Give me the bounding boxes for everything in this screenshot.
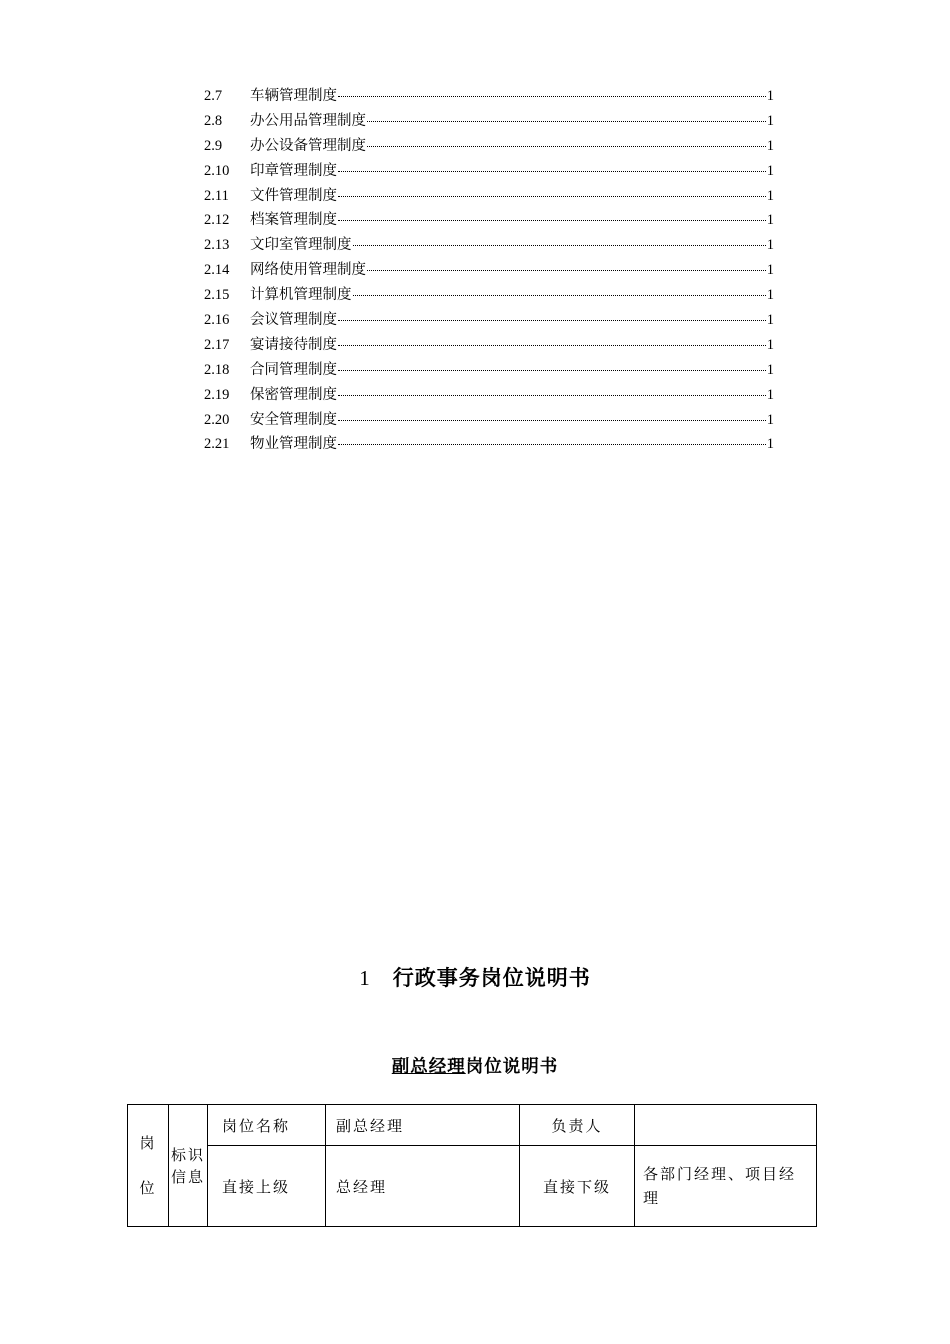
toc-entry-number: 2.21 (204, 436, 230, 453)
toc-entry-page: 1 (766, 336, 774, 353)
toc-entry-title: 宴请接待制度 (250, 336, 337, 353)
position-name-label: 岗位名称 (208, 1105, 326, 1146)
toc-entry-title: 合同管理制度 (250, 361, 337, 378)
toc-leader-dots (367, 146, 766, 147)
toc-entry[interactable] (204, 358, 774, 383)
toc-entry-number: 2.7 (204, 88, 223, 104)
toc-entry-title: 网络使用管理制度 (250, 262, 366, 279)
toc-entry-number: 2.16 (204, 312, 230, 329)
toc-entry[interactable] (204, 84, 774, 109)
toc-entry-title: 文件管理制度 (250, 187, 337, 204)
toc-entry-title: 安全管理制度 (250, 411, 337, 428)
toc-entry-number: 2.19 (204, 386, 230, 403)
toc-entry-page: 1 (766, 187, 774, 204)
chapter-number: 1 (359, 966, 371, 990)
chapter-title: 行政事务岗位说明书 (392, 965, 591, 990)
position-name-value: 副总经理 (326, 1105, 520, 1146)
toc-entry-title: 计算机管理制度 (250, 287, 352, 304)
toc-entry-title: 档案管理制度 (250, 212, 337, 229)
toc-entry-title: 文印室管理制度 (250, 237, 352, 254)
direct-superior-value: 总经理 (326, 1146, 520, 1227)
toc-leader-dots (338, 444, 766, 445)
toc-entry-page: 1 (766, 88, 774, 104)
responsible-person-label: 负责人 (520, 1105, 635, 1146)
document-title (0, 1053, 950, 1078)
toc-leader-dots (367, 270, 766, 271)
toc-entry[interactable] (204, 159, 774, 184)
toc-entry-page: 1 (766, 312, 774, 329)
chapter-heading (0, 962, 950, 992)
document-title-position: 副总经理 (391, 1057, 466, 1077)
toc-entry-number: 2.10 (204, 162, 230, 179)
toc-entry-number: 2.15 (204, 287, 230, 304)
group-label: 岗 位 (128, 1105, 169, 1227)
toc-entry-page: 1 (766, 411, 774, 428)
direct-subordinate-value: 各部门经理、项目经理 (635, 1146, 817, 1227)
toc-leader-dots (338, 420, 766, 421)
toc-entry-number: 2.11 (204, 187, 229, 204)
toc-entry-number: 2.13 (204, 237, 230, 254)
toc-entry-page: 1 (766, 361, 774, 378)
toc-entry-number: 2.12 (204, 212, 230, 229)
toc-entry[interactable] (204, 333, 774, 358)
toc-entry-page: 1 (766, 162, 774, 179)
toc-leader-dots (338, 320, 766, 321)
toc-leader-dots (353, 295, 766, 296)
toc-entry-number: 2.18 (204, 361, 230, 378)
toc-entry[interactable] (204, 432, 774, 457)
direct-subordinate-label: 直接下级 (520, 1146, 635, 1227)
toc-entry-page: 1 (766, 137, 774, 154)
toc-entry-title: 车辆管理制度 (250, 88, 337, 104)
toc-entry[interactable] (204, 408, 774, 433)
toc-entry-title: 会议管理制度 (250, 312, 337, 329)
toc-leader-dots (338, 395, 766, 396)
toc-entry-page: 1 (766, 287, 774, 304)
toc-entry-page: 1 (766, 262, 774, 279)
toc-entry-title: 办公用品管理制度 (250, 112, 366, 129)
toc-entry-number: 2.20 (204, 411, 230, 428)
toc-entry[interactable] (204, 233, 774, 258)
toc-entry-title: 保密管理制度 (250, 386, 337, 403)
toc-entry[interactable] (204, 258, 774, 283)
position-info-table (127, 1104, 817, 1227)
toc-entry-title: 印章管理制度 (250, 162, 337, 179)
toc-entry[interactable] (204, 208, 774, 233)
toc-entry-page: 1 (766, 436, 774, 453)
direct-superior-label: 直接上级 (208, 1146, 326, 1227)
toc-leader-dots (338, 171, 766, 172)
toc-entry-title: 物业管理制度 (250, 436, 337, 453)
toc-entry-page: 1 (766, 386, 774, 403)
identification-info-label: 标识信息 (169, 1105, 208, 1227)
table-of-contents (204, 84, 774, 457)
toc-leader-dots (338, 96, 766, 97)
toc-entry[interactable] (204, 383, 774, 408)
toc-leader-dots (367, 121, 766, 122)
toc-leader-dots (338, 370, 766, 371)
toc-leader-dots (338, 220, 766, 221)
toc-entry-number: 2.8 (204, 112, 223, 129)
toc-entry[interactable] (204, 134, 774, 159)
toc-entry[interactable] (204, 184, 774, 209)
responsible-person-value (635, 1105, 817, 1146)
toc-entry[interactable] (204, 109, 774, 134)
toc-entry-page: 1 (766, 112, 774, 129)
toc-entry[interactable] (204, 283, 774, 308)
toc-entry-number: 2.17 (204, 336, 230, 353)
toc-entry-title: 办公设备管理制度 (250, 137, 366, 154)
toc-entry-page: 1 (766, 212, 774, 229)
toc-entry-number: 2.14 (204, 262, 230, 279)
toc-leader-dots (338, 196, 766, 197)
document-title-suffix: 岗位说明书 (465, 1057, 559, 1077)
toc-entry-page: 1 (766, 237, 774, 254)
toc-leader-dots (353, 245, 766, 246)
toc-entry[interactable] (204, 308, 774, 333)
toc-leader-dots (338, 345, 766, 346)
toc-entry-number: 2.9 (204, 137, 223, 154)
